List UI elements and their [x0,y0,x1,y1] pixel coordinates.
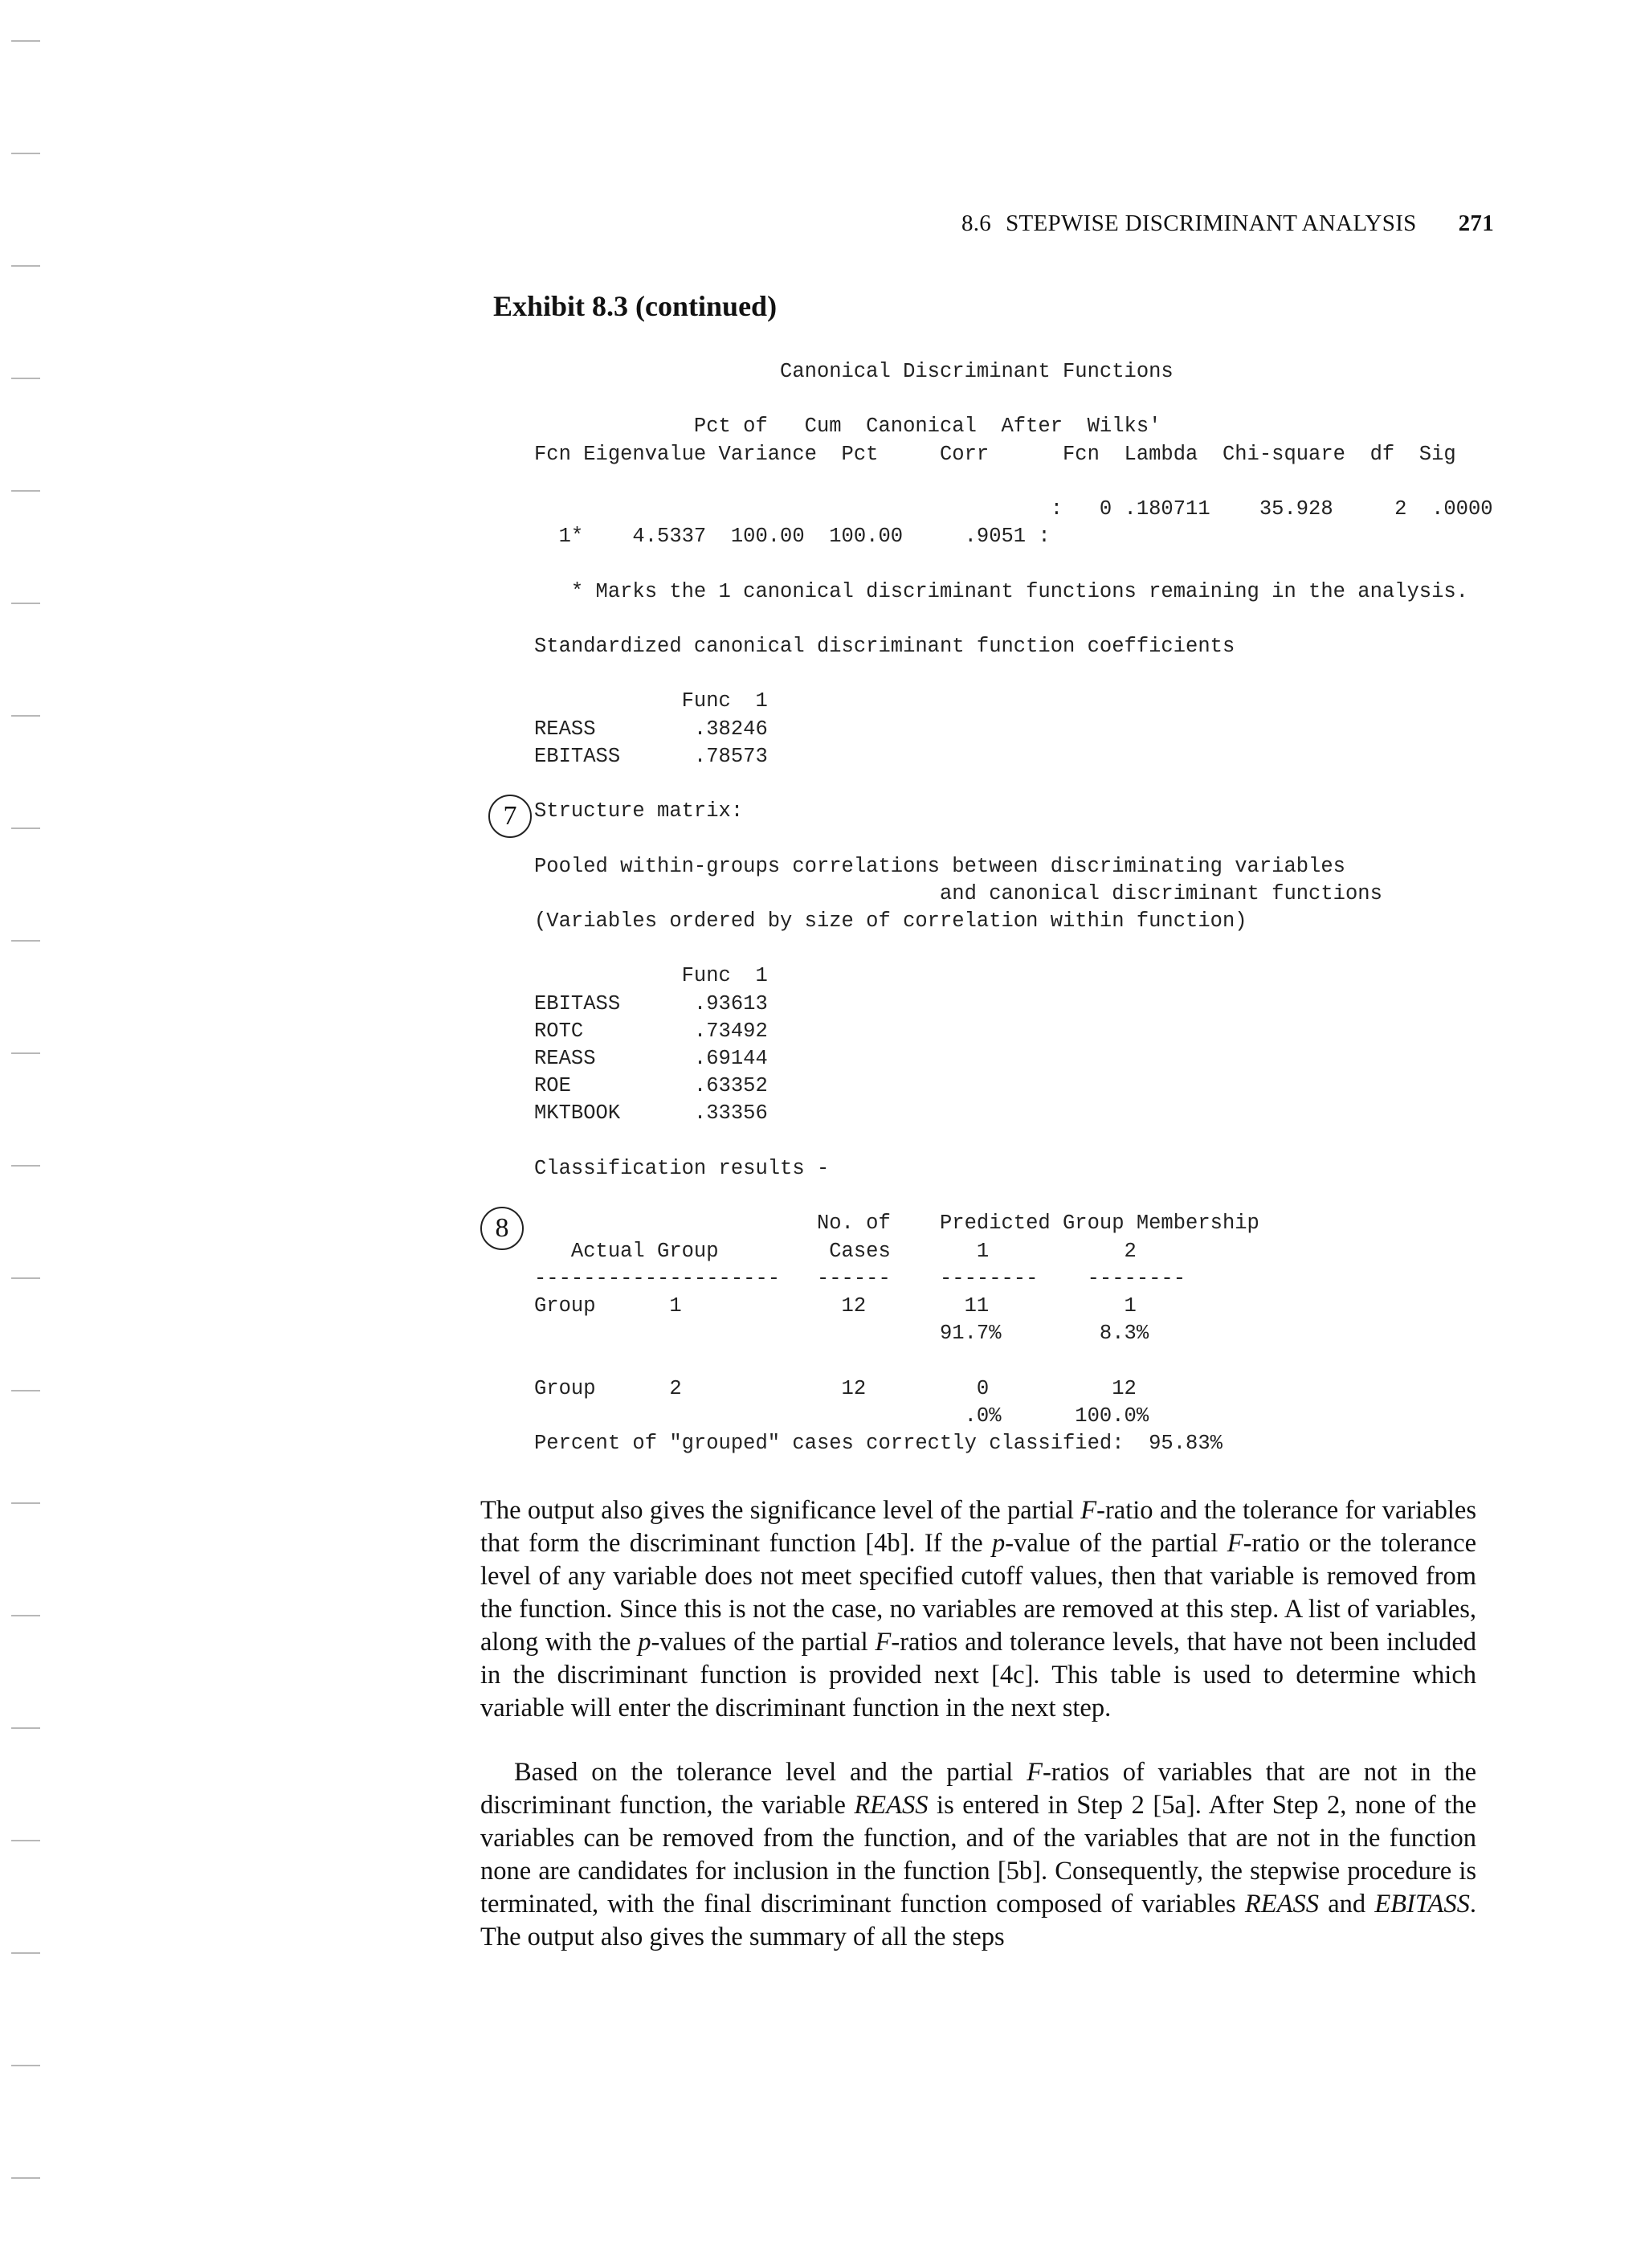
output-line: REASS .69144 [534,1047,768,1071]
italic-term: F [1027,1758,1043,1787]
callout-marker-7 [488,795,532,838]
italic-term: REASS [1244,1890,1319,1919]
exhibit-title: Exhibit 8.3 (continued) [493,290,778,322]
output-line: REASS .38246 [534,717,768,741]
output-line: : 0 .180711 35.928 2 .0000 [534,497,1493,521]
output-line: Structure matrix: [534,799,744,823]
output-line: Func 1 [534,689,768,713]
text-run: The output also gives the significance level of the partial [480,1496,1081,1525]
edge-mark [11,40,40,42]
output-line: No. of Predicted Group Membership [534,1212,1259,1236]
text-run: . The output also gives the summary of all the steps [480,1890,1476,1951]
output-line: 1* 4.5337 100.00 100.00 .9051 : [534,525,1051,549]
text-run: Based on the tolerance level and the partial [514,1758,1027,1787]
italic-term: EBITASS [1374,1890,1470,1919]
output-line: and canonical discriminant functions [534,881,1382,905]
output-line: Func 1 [534,964,768,988]
text-run: is entered in Step 2 [5a]. After Step 2, none of the variables can be removed from the function, and of the variables that are not in the function none are candidates for inclusion in the function [5b]. Consequently, the stepwise procedure is terminated, with the final discriminant function composed of variables [480,1791,1476,1919]
output-line: EBITASS .78573 [534,744,768,768]
body-paragraph-1 [480,1494,1476,1725]
edge-mark [11,1727,40,1729]
edge-mark [11,1615,40,1616]
output-line: * Marks the 1 canonical discriminant functions remaining in the analysis. [534,579,1468,603]
callout-marker-8 [480,1207,524,1250]
output-line: ROE .63352 [534,1074,768,1098]
edge-mark [11,1502,40,1504]
italic-term: REASS [854,1791,929,1820]
output-line: ROTC .73492 [534,1019,768,1043]
edge-mark [11,940,40,942]
italic-term: F [875,1628,892,1657]
edge-mark [11,1840,40,1841]
text-run: -values of the partial [651,1628,876,1657]
output-line: Pct of Cum Canonical After Wilks' [534,415,1161,439]
output-line: Pooled within-groups correlations between discriminating variables [534,854,1345,878]
edge-mark [11,153,40,154]
edge-mark [11,603,40,604]
edge-mark [11,2065,40,2066]
output-line: Actual Group Cases 1 2 [534,1239,1137,1263]
page-edge [0,0,56,2268]
edge-mark [11,1052,40,1054]
text-run: -ratios and tolerance levels, that have not been included in the discriminant function is provided next [4c]. This table is used to determine which variable will enter the discriminant function in the next step. [480,1628,1476,1722]
output-line: Canonical Discriminant Functions [534,360,1174,383]
output-line: MKTBOOK .33356 [534,1101,768,1126]
text-run: -value of the partial [1005,1529,1227,1558]
text-run: -ratio or the tolerance level of any variable does not meet specified cutoff values, then that variable is removed from the function. Since this is not the case, no variables are removed at this step. A list of variables, along with the [480,1529,1476,1657]
italic-term: F [1227,1529,1243,1558]
section-title: STEPWISE DISCRIMINANT ANALYSIS [1006,210,1417,236]
edge-mark [11,828,40,829]
output-line: -------------------- ------ -------- -------- [534,1266,1186,1290]
output-line: Classification results - [534,1156,830,1180]
output-line: Group 2 12 0 12 [534,1376,1137,1400]
edge-mark [11,1165,40,1167]
text-run: -ratios of variables that are not in the discriminant function, the variable [480,1758,1477,1820]
body-paragraph-2 [480,1756,1476,1954]
output-line: .0% 100.0% [534,1404,1149,1428]
edge-mark [11,1390,40,1391]
callout-7-label: 7 [503,801,517,831]
section-number: 8.6 [961,210,992,236]
italic-term: F [1080,1496,1097,1525]
output-line: Standardized canonical discriminant function coefficients [534,635,1235,659]
italic-term: p [638,1628,651,1657]
output-line: Percent of "grouped" cases correctly classified: 95.83% [534,1431,1223,1455]
callout-8-label: 8 [495,1213,509,1243]
output-line: (Variables ordered by size of correlation within function) [534,909,1247,934]
spss-output [534,358,1493,1457]
edge-mark [11,1277,40,1279]
page-number: 271 [1458,210,1494,236]
text-run: -ratio and the tolerance for variables that form the discriminant function [4b]. If the [480,1496,1476,1558]
edge-mark [11,490,40,492]
edge-mark [11,715,40,717]
edge-mark [11,2177,40,2179]
edge-mark [11,265,40,267]
italic-term: p [992,1529,1006,1558]
text-run: and [1318,1890,1375,1919]
output-line: EBITASS .93613 [534,991,768,1015]
edge-mark [11,378,40,379]
edge-mark [11,1952,40,1954]
output-line: 91.7% 8.3% [534,1322,1149,1346]
output-line: Fcn Eigenvalue Variance Pct Corr Fcn Lambda Chi-square df Sig [534,442,1456,466]
output-line: Group 1 12 11 1 [534,1293,1137,1318]
running-header [482,210,1494,237]
